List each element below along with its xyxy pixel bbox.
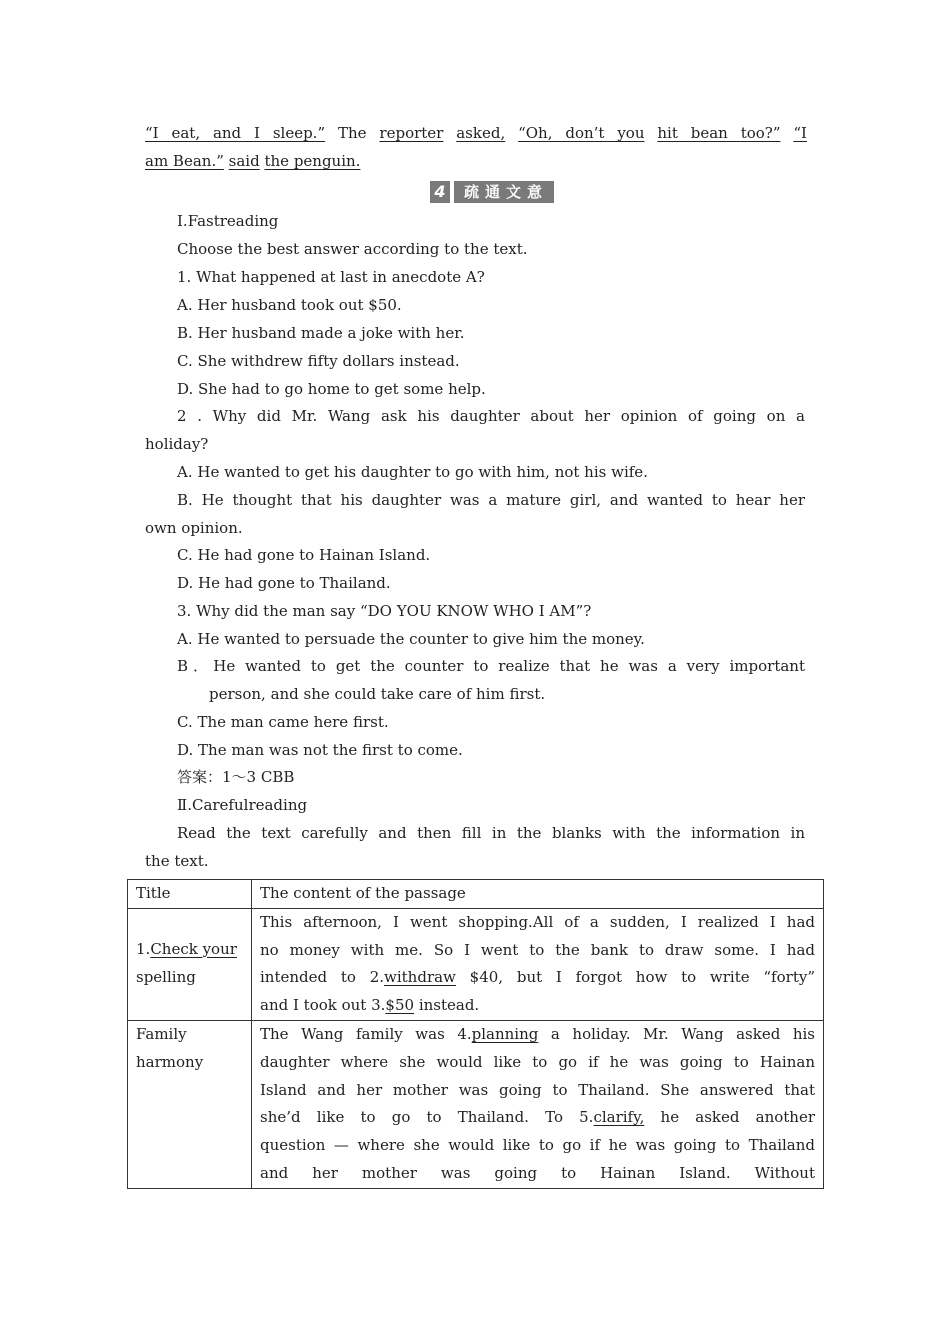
content-line: and her mother was going to Hainan Island. Without <box>260 1163 815 1182</box>
story-fragment <box>781 124 794 142</box>
passage-table <box>127 879 824 1189</box>
story-fragment: asked, <box>456 124 506 142</box>
story-fragment <box>645 124 658 142</box>
q3-option-d: D. The man was not the first to come. <box>177 741 463 759</box>
story-fragment: reporter <box>379 124 444 142</box>
answer-blank: Check your <box>150 939 237 958</box>
q1-option-c: C. She withdrew fifty dollars instead. <box>177 352 460 370</box>
question-3: 3. Why did the man say “DO YOU KNOW WHO I AM”? <box>177 602 592 620</box>
story-fragment: “I eat, and I sleep.” <box>145 124 326 142</box>
table-header-title: Title <box>128 880 252 909</box>
content-line: The Wang family was 4.planning a holiday. Mr. Wang asked his <box>260 1024 816 1043</box>
table-header-content: The content of the passage <box>252 880 824 909</box>
q2-option-c: C. He had gone to Hainan Island. <box>177 546 431 564</box>
carefulreading-instruction-line-1: Read the text carefully and then fill in the blanks with the information in <box>177 824 805 842</box>
story-fragment: “Oh, don’t you <box>518 124 645 142</box>
story-fragment <box>505 124 518 142</box>
story-fragment: “I <box>793 124 807 142</box>
content-line: This afternoon, I went shopping.All of a sudden, I realized I had <box>260 912 815 931</box>
content-line: Island and her mother was going to Thailand. She answered that <box>260 1080 815 1099</box>
fastreading-instruction: Choose the best answer according to the text. <box>177 240 528 258</box>
q2-option-b-line-2: own opinion. <box>145 519 243 537</box>
content-line: question — where she would like to go if he was going to Thailand <box>260 1136 815 1155</box>
content-line: and I took out 3.$50 instead. <box>260 996 480 1015</box>
row-title-text: Family <box>136 1024 187 1043</box>
q3-option-b-line-2: person, and she could take care of him first. <box>209 685 546 703</box>
story-fragment: the penguin. <box>264 152 361 170</box>
content-line: no money with me. So I went to the bank to draw some. I had <box>260 940 815 959</box>
row-content-cell <box>252 908 824 1020</box>
row-title-cell <box>128 908 252 1020</box>
row-title-text: spelling <box>136 967 196 986</box>
q3-option-b-line-1: B．He wanted to get the counter to realize that he was a very important <box>177 657 805 675</box>
story-fragment: The <box>325 124 380 142</box>
section-number: 4 <box>430 181 450 203</box>
q2-option-d: D. He had gone to Thailand. <box>177 574 391 592</box>
section-title: 疏通文意 <box>454 181 554 203</box>
row-content-cell <box>252 1020 824 1188</box>
story-fragment: said <box>228 152 260 170</box>
row-title-cell <box>128 1020 252 1188</box>
story-fragment: hit bean too?” <box>657 124 781 142</box>
answer-blank: planning <box>471 1024 539 1043</box>
content-line: intended to 2.withdraw $40, but I forgot how to write “forty” <box>260 968 815 987</box>
answer-blank: clarify, <box>593 1108 645 1127</box>
answer-blank: $50 <box>385 996 415 1015</box>
story-fragment: am Bean.” <box>145 152 224 170</box>
table-row <box>128 1020 824 1188</box>
story-fragment <box>443 124 456 142</box>
carefulreading-heading: Ⅱ.Carefulreading <box>177 796 308 814</box>
blank-number: 1. <box>136 939 151 958</box>
answer-key: 答案：1～3 CBB <box>177 768 295 786</box>
q1-option-b: B. Her husband made a joke with her. <box>177 324 465 342</box>
q2-option-b-line-1: B. He thought that his daughter was a mature girl, and wanted to hear her <box>177 491 805 509</box>
story-line-2 <box>145 151 360 171</box>
q1-option-d: D. She had to go home to get some help. <box>177 380 486 398</box>
answer-blank: withdraw <box>384 968 456 987</box>
content-line: she’d like to go to Thailand. To 5.clarify, he asked another <box>260 1108 815 1127</box>
story-line-1 <box>145 123 807 143</box>
q3-option-a: A. He wanted to persuade the counter to give him the money. <box>177 630 645 648</box>
carefulreading-instruction-line-2: the text. <box>145 852 209 870</box>
table-row <box>128 908 824 1020</box>
section-banner <box>430 181 554 203</box>
question-2-line-1: 2 . Why did Mr. Wang ask his daughter about her opinion of going on a <box>177 407 805 425</box>
q3-option-c: C. The man came here first. <box>177 713 389 731</box>
q1-option-a: A. Her husband took out $50. <box>177 296 402 314</box>
content-line: daughter where she would like to go if he was going to Hainan <box>260 1052 815 1071</box>
fastreading-heading: Ⅰ.Fastreading <box>177 212 279 230</box>
question-1: 1. What happened at last in anecdote A? <box>177 268 485 286</box>
question-2-line-2: holiday? <box>145 435 209 453</box>
row-title-text: harmony <box>136 1052 204 1071</box>
q2-option-a: A. He wanted to get his daughter to go with him, not his wife. <box>177 463 648 481</box>
table-header-row <box>128 880 824 909</box>
